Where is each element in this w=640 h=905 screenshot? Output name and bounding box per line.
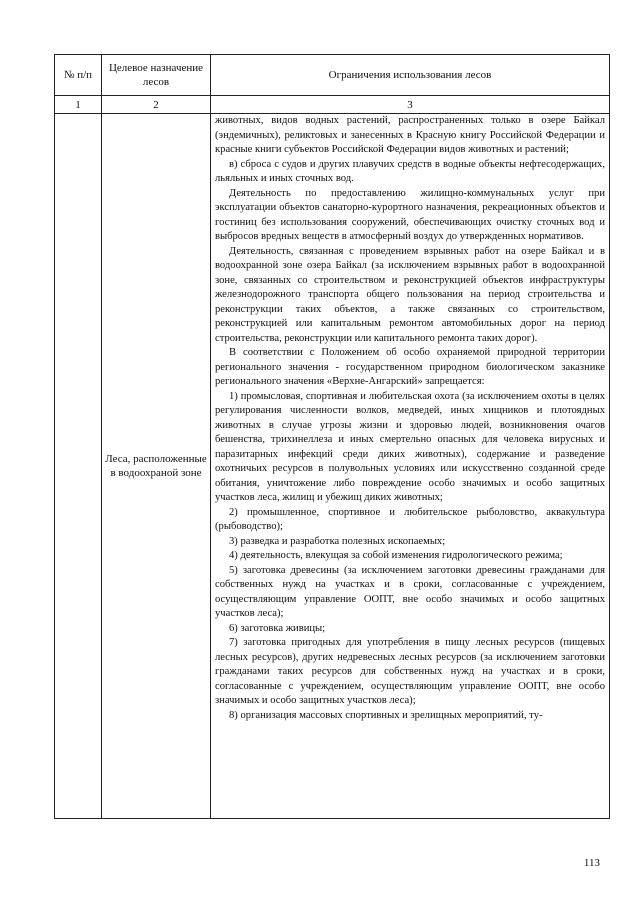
paragraph: В соответствии с Положением об особо охраняемой природной территории регионального значения - государственном природном биологическом заказнике регионального значения «Верхне-Ангарский» запрещается:	[215, 347, 605, 387]
list-item: 4) деятельность, влекущая за собой изменения гидрологического режима;	[229, 550, 563, 561]
header-restrictions-col: Ограничения использования лесов	[211, 55, 610, 96]
row-number-cell	[55, 114, 102, 819]
list-item: 5) заготовка древесины (за исключением заготовки древесины гражданами для собственных нужд на участках и в сроки, согласованные с учреждением, осуществляющим управление ООПТ, вне особо значимых и особо защитных участков леса);	[215, 564, 605, 619]
list-item: 2) промышленное, спортивное и любительское рыболовство, аквакультура (рыбоводство);	[215, 506, 605, 532]
paragraph: в) сброса с судов и других плавучих средств в водные объекты нефтесодержащих, льяльных и иных сточных вод.	[215, 158, 605, 184]
table-header-row	[55, 55, 610, 96]
column-number-3: 3	[211, 96, 610, 114]
header-purpose-col: Целевое назначение лесов	[102, 55, 211, 96]
paragraph: животных, видов водных растений, распространенных только в озере Байкал (эндемичных), реликтовых и занесенных в Красную книгу Российской Федерации и красные книги субъектов Российской Федерации видов животных и растений;	[215, 115, 605, 155]
list-item: 6) заготовка живицы;	[229, 622, 326, 634]
restrictions-table	[54, 54, 610, 819]
page-number: 113	[583, 857, 600, 869]
restrictions-text-cell	[211, 114, 610, 819]
table-row	[55, 114, 610, 819]
list-item: 3) разведка и разработка полезных ископаемых;	[229, 535, 446, 547]
list-item: 7) заготовка пригодных для употребления в пищу лесных ресурсов (пищевых лесных ресурсов), других недревесных лесных ресурсов (за исключением заготовки гражданами таких ресурсов для собственных нужд на участках и в сроки, согласованные с учреждением, осуществляющим управление ООПТ, вне особо значимых и особо защитных участков леса);	[215, 637, 605, 706]
column-numbers-row	[55, 96, 610, 114]
list-item: 8) организация массовых спортивных и зрелищных мероприятий, ту-	[229, 709, 543, 721]
forest-purpose-cell: Леса, расположенные в водоохраной зоне	[102, 114, 211, 819]
paragraph: Деятельность по предоставлению жилищно-коммунальных услуг при эксплуатации объектов санаторно-курортного назначения, рекреационных объектов и гостиниц без использования сооружений, обеспечивающих очистку сточных вод и выбросов вредных веществ в атмосферный воздух до утвержденных нормативов.	[215, 187, 605, 242]
header-number-col: № п/п	[55, 55, 102, 96]
paragraph: Деятельность, связанная с проведением взрывных работ на озере Байкал и в водоохранной зоне озера Байкал (за исключением взрывных работ в водоохранной зоне, связанных со строительством и реконструкцией объектов инфраструктуры железнодорожного транспорта общего пользования на период строительства и реконструкции таких объектов, а также связанных со строительством, реконструкцией или капитальным ремонтом автомобильных дорог на период строительства, реконструкции или капитального ремонта таких дорог).	[215, 245, 605, 344]
column-number-1: 1	[55, 96, 102, 114]
list-item: 1) промысловая, спортивная и любительская охота (за исключением охоты в целях регулирования численности волков, медведей, иных хищников и плотоядных животных в случае угрозы жизни и здоровью людей, возникновения очагов бешенства, трихинеллеза и иных смертельно опасных для человека вирусных и паразитарных инфекций среди диких животных), содержание и разведение охотничьих ресурсов в полувольных условиях или искусственно созданной среде обитания, уничтожение либо повреждение особо значимых и особо защитных участков леса, жилищ и убежищ диких животных;	[215, 390, 605, 503]
column-number-2: 2	[102, 96, 211, 114]
